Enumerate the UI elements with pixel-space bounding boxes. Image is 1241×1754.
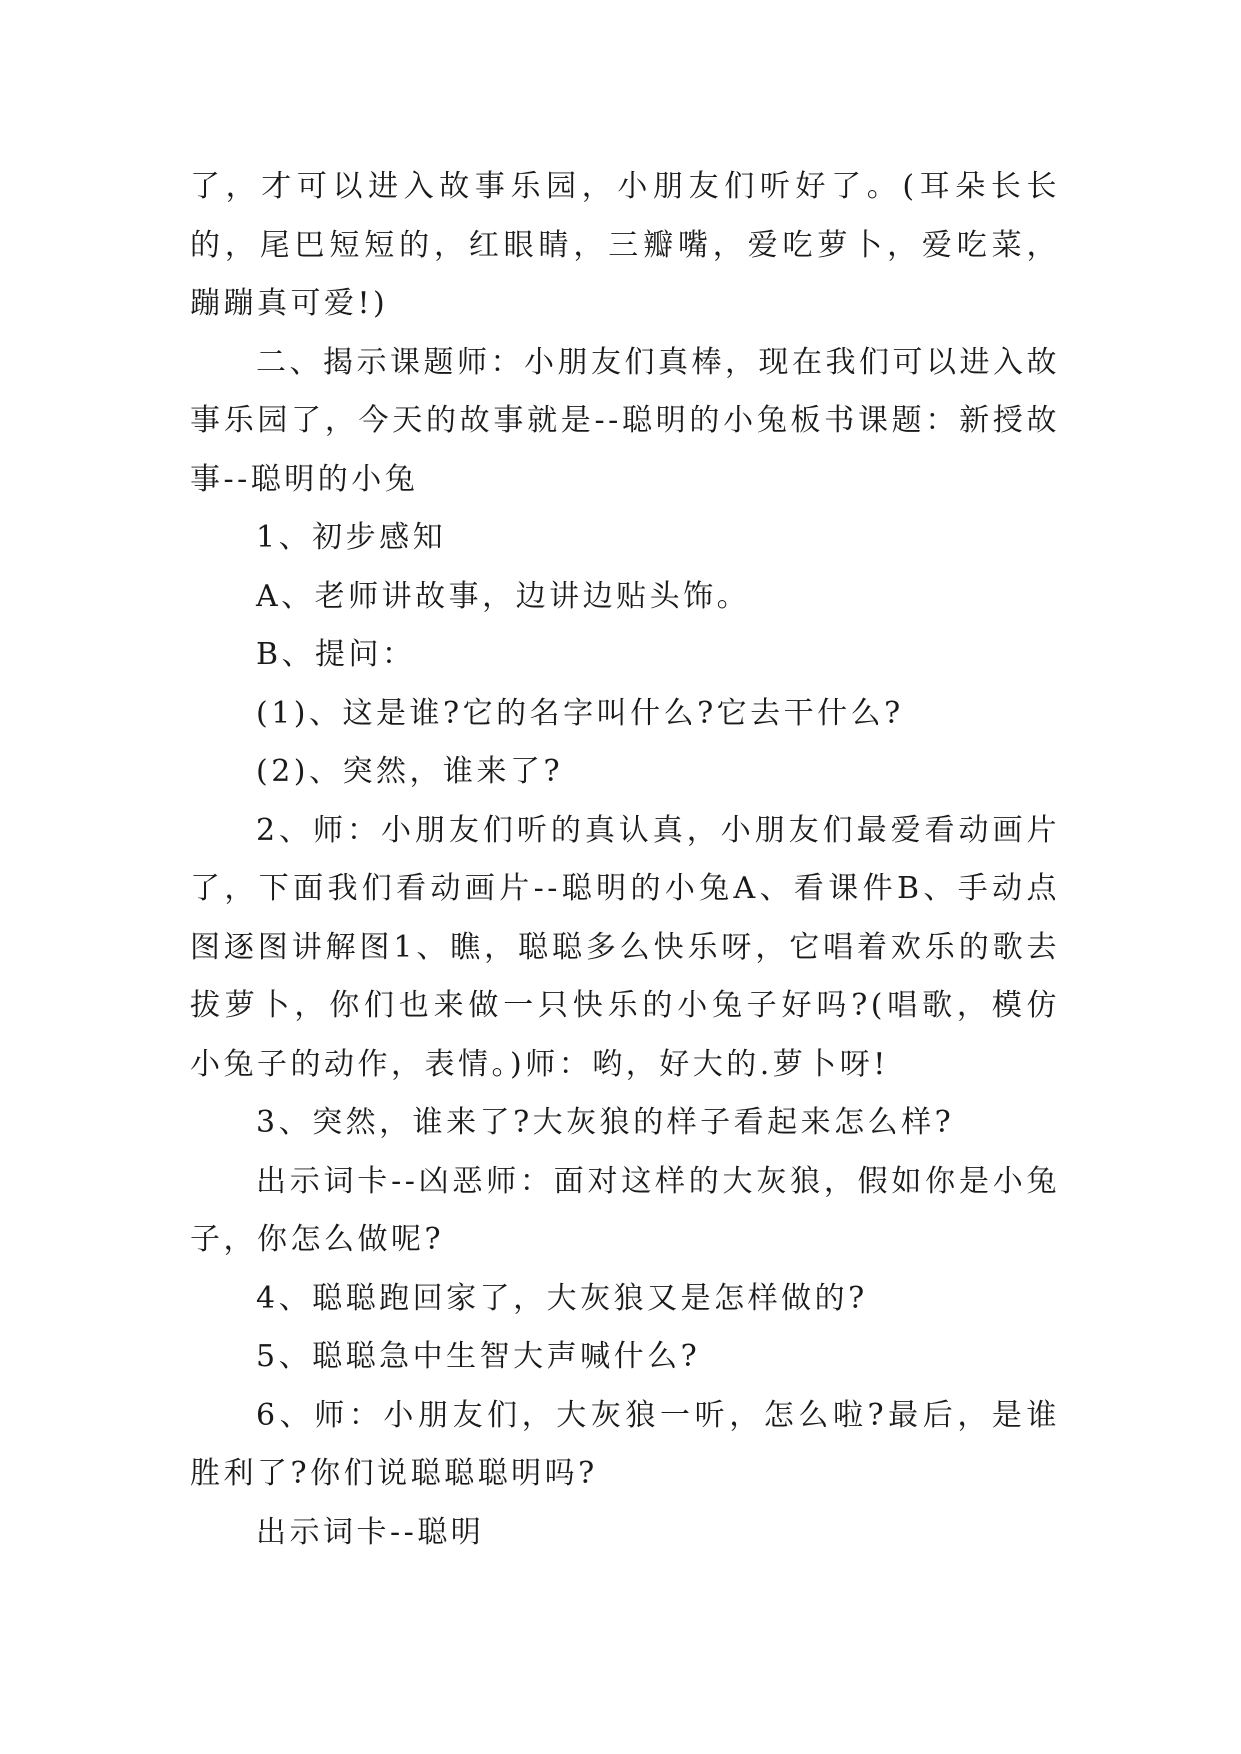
paragraph: (1)、这是谁?它的名字叫什么?它去干什么? (256, 695, 904, 731)
paragraph: (2)、突然，谁来了? (256, 754, 564, 789)
paragraph: B、提问： (256, 637, 416, 672)
paragraph: A、老师讲故事，边讲边贴头饰。 (256, 578, 751, 614)
paragraph: 了，才可以进入故事乐园，小朋友们听好了。(耳朵长长的，尾巴短短的，红眼睛，三瓣嘴，爱吃萝卜，爱吃菜，蹦蹦真可爱!) (190, 169, 1060, 321)
paragraph: 5、聪聪急中生智大声喊什么? (256, 1339, 701, 1374)
paragraph: 二、揭示课题师：小朋友们真棒，现在我们可以进入故事乐园了，今天的故事就是--聪明的小兔板书课题：新授故事--聪明的小兔 (190, 344, 1060, 497)
paragraph: 3、突然，谁来了?大灰狼的样子看起来怎么样? (256, 1105, 955, 1140)
paragraph: 2、师：小朋友们听的真认真，小朋友们最爱看动画片了，下面我们看动画片--聪明的小兔A、看课件B、手动点图逐图讲解图1、瞧，聪聪多么快乐呀，它唱着欢乐的歌去拔萝卜，你们也来做一只快乐的小兔子好吗?(唱歌，模仿小兔子的动作，表情。)师：哟，好大的.萝卜呀! (190, 812, 1060, 1082)
document-body (190, 158, 1060, 1562)
paragraph: 出示词卡--聪明 (256, 1514, 485, 1550)
paragraph: 6、师：小朋友们，大灰狼一听，怎么啦?最后，是谁胜利了?你们说聪聪聪明吗? (190, 1397, 1060, 1491)
paragraph: 4、聪聪跑回家了，大灰狼又是怎样做的? (256, 1280, 868, 1316)
paragraph: 出示词卡--凶恶师：面对这样的大灰狼，假如你是小兔子，你怎么做呢? (190, 1163, 1060, 1257)
paragraph: 1、初步感知 (256, 520, 447, 555)
